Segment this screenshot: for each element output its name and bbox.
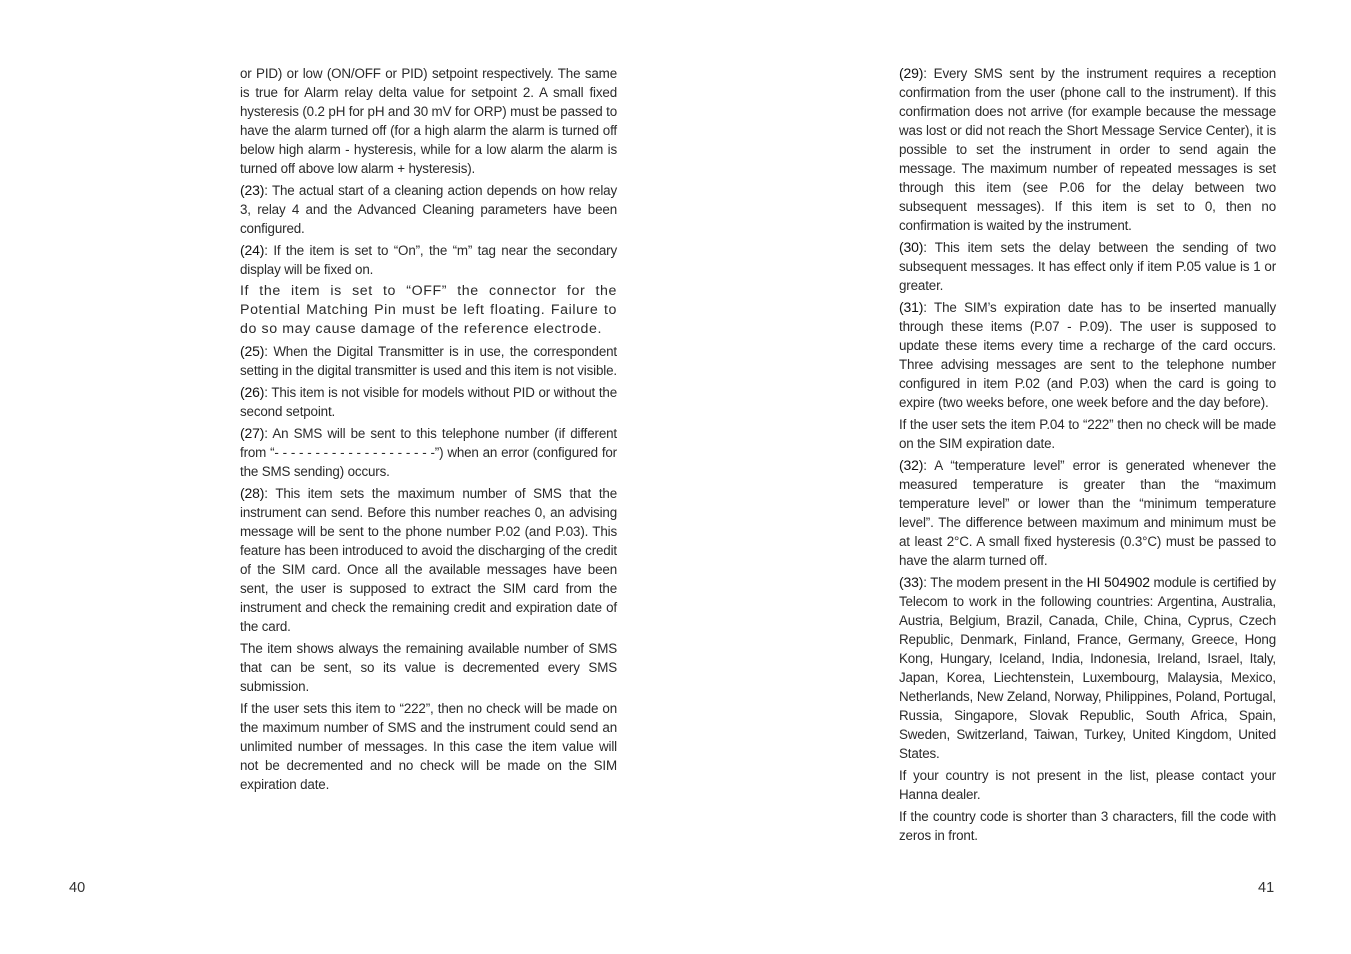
right-text-column [899,64,1276,848]
note-22-continued [240,64,617,178]
note-26 [240,383,617,421]
paragraph-text: : The SIM’s expiration date has to be inserted manually through these items (P.07 - P.09). The user is supposed to update these items every time a recharge of the card occurs. Three advising messages are sent to the telephone number configured in item P.02 (and P.03) when the card is going to expire (two weeks before, one week before and the day before). [899,300,1276,410]
paragraph-text: : When the Digital Transmitter is in use, the correspondent setting in the digital transmitter is used and this item is not visible. [240,344,617,378]
note-33-contact-dealer [899,766,1276,804]
note-number: (23) [240,182,265,198]
paragraph-text: If the user sets this item to “222”, then no check will be made on the maximum number of SMS and the instrument could send an unlimited number of messages. In this case the item value will not be decremented and no check will be made on the SIM expiration date. [240,701,617,792]
paragraph-text: : A “temperature level” error is generated whenever the measured temperature is greater than the “maximum temperature level” or lower than the “minimum temperature level”. The difference between maximum and minimum must be at least 2°C. A small fixed hysteresis (0.3°C) must be passed to have the alarm turned off. [899,458,1276,568]
note-number: (30) [899,239,924,255]
note-number: (28) [240,485,265,501]
warning-text: If the item is set to “OFF” the connector for the Potential Matching Pin must be left floating. Failure to do so may cause damage of the reference electrode. [240,283,617,337]
note-number: (26) [240,384,265,400]
paragraph-text: : This item sets the maximum number of SMS that the instrument can send. Before this number reaches 0, an advising message will be sent to the phone number P.02 (and P.03). This feature has been introduced to avoid the discharging of the credit of the SIM card. Once all the available messages have been sent, the user is supposed to extract the SIM card from the instrument and check the remaining credit and expiration date of the card. [240,486,617,634]
note-27 [240,424,617,481]
note-29 [899,64,1276,235]
warning-note [240,282,617,339]
page-number-right: 41 [1258,880,1275,896]
product-code: HI 504902 [1086,574,1150,590]
note-25 [240,342,617,380]
note-number: (29) [899,65,924,81]
note-33 [899,573,1276,763]
paragraph-text: If the country code is shorter than 3 characters, fill the code with zeros in front. [899,809,1276,843]
note-number: (32) [899,457,924,473]
note-32 [899,456,1276,570]
paragraph-text: : An SMS will be sent to this telephone number (if different from “- - - - - - - - - - - - - - - - - - - -”) when an error (configured for the SMS sending) occurs. [240,426,617,479]
note-28 [240,484,617,636]
paragraph-text: or PID) or low (ON/OFF or PID) setpoint respectively. The same is true for Alarm relay delta value for setpoint 2. A small fixed hysteresis (0.2 pH for pH and 30 mV for ORP) must be passed to have the alarm turned off (for a high alarm the alarm is turned off below high alarm - hysteresis, while for a low alarm the alarm is turned off above low alarm + hysteresis). [240,66,617,176]
note-number: (24) [240,242,265,258]
paragraph-text: : The modem present in the [923,575,1087,590]
paragraph-text: module is certified by Telecom to work in the following countries: Argentina, Australia, Austria, Belgium, Brazil, Canada, Chile, China, Cyprus, Czech Republic, Denmark, Finland, France, Germany, Greece, Hong Kong, Hungary, Iceland, India, Indonesia, Ireland, Israel, Italy, Japan, Korea, Liechtenstein, Luxembourg, Malaysia, Mexico, Netherlands, New Zeland, Norway, Philippines, Poland, Portugal, Russia, Singapore, Slovak Republic, South Africa, Spain, Sweden, Switzerland, Taiwan, Turkey, United Kingdom, United States. [899,575,1276,761]
note-31 [899,298,1276,412]
left-text-column [240,64,617,797]
note-number: (27) [240,425,265,441]
note-24 [240,241,617,279]
paragraph-text: If the user sets the item P.04 to “222” then no check will be made on the SIM expiration date. [899,417,1276,451]
paragraph-text: The item shows always the remaining available number of SMS that can be sent, so its value is decremented every SMS submission. [240,641,617,694]
paragraph-text: : This item sets the delay between the sending of two subsequent messages. It has effect only if item P.05 value is 1 or greater. [899,240,1276,293]
page-number-left: 40 [69,880,86,896]
note-number: (33) [899,574,924,590]
paragraph-text: : The actual start of a cleaning action depends on how relay 3, relay 4 and the Advanced Cleaning parameters have been configured. [240,183,617,236]
note-28-unlimited [240,699,617,794]
note-28-remaining-sms [240,639,617,696]
right-page [676,0,1351,954]
note-number: (31) [899,299,924,315]
paragraph-text: : This item is not visible for models without PID or without the second setpoint. [240,385,617,419]
paragraph-text: : Every SMS sent by the instrument requires a reception confirmation from the user (phone call to the instrument). If this confirmation does not arrive (for example because the message was lost or did not reach the Short Message Service Center), it is possible to set the instrument in order to send again the message. The maximum number of repeated messages is set through this item (see P.06 for the delay between two subsequent messages). If this item is set to 0, then no confirmation is waited by the instrument. [899,66,1276,233]
note-23 [240,181,617,238]
note-31-no-check [899,415,1276,453]
note-30 [899,238,1276,295]
paragraph-text: If your country is not present in the list, please contact your Hanna dealer. [899,768,1276,802]
note-33-country-code [899,807,1276,845]
paragraph-text: : If the item is set to “On”, the “m” tag near the secondary display will be fixed on. [240,243,617,277]
note-number: (25) [240,343,265,359]
